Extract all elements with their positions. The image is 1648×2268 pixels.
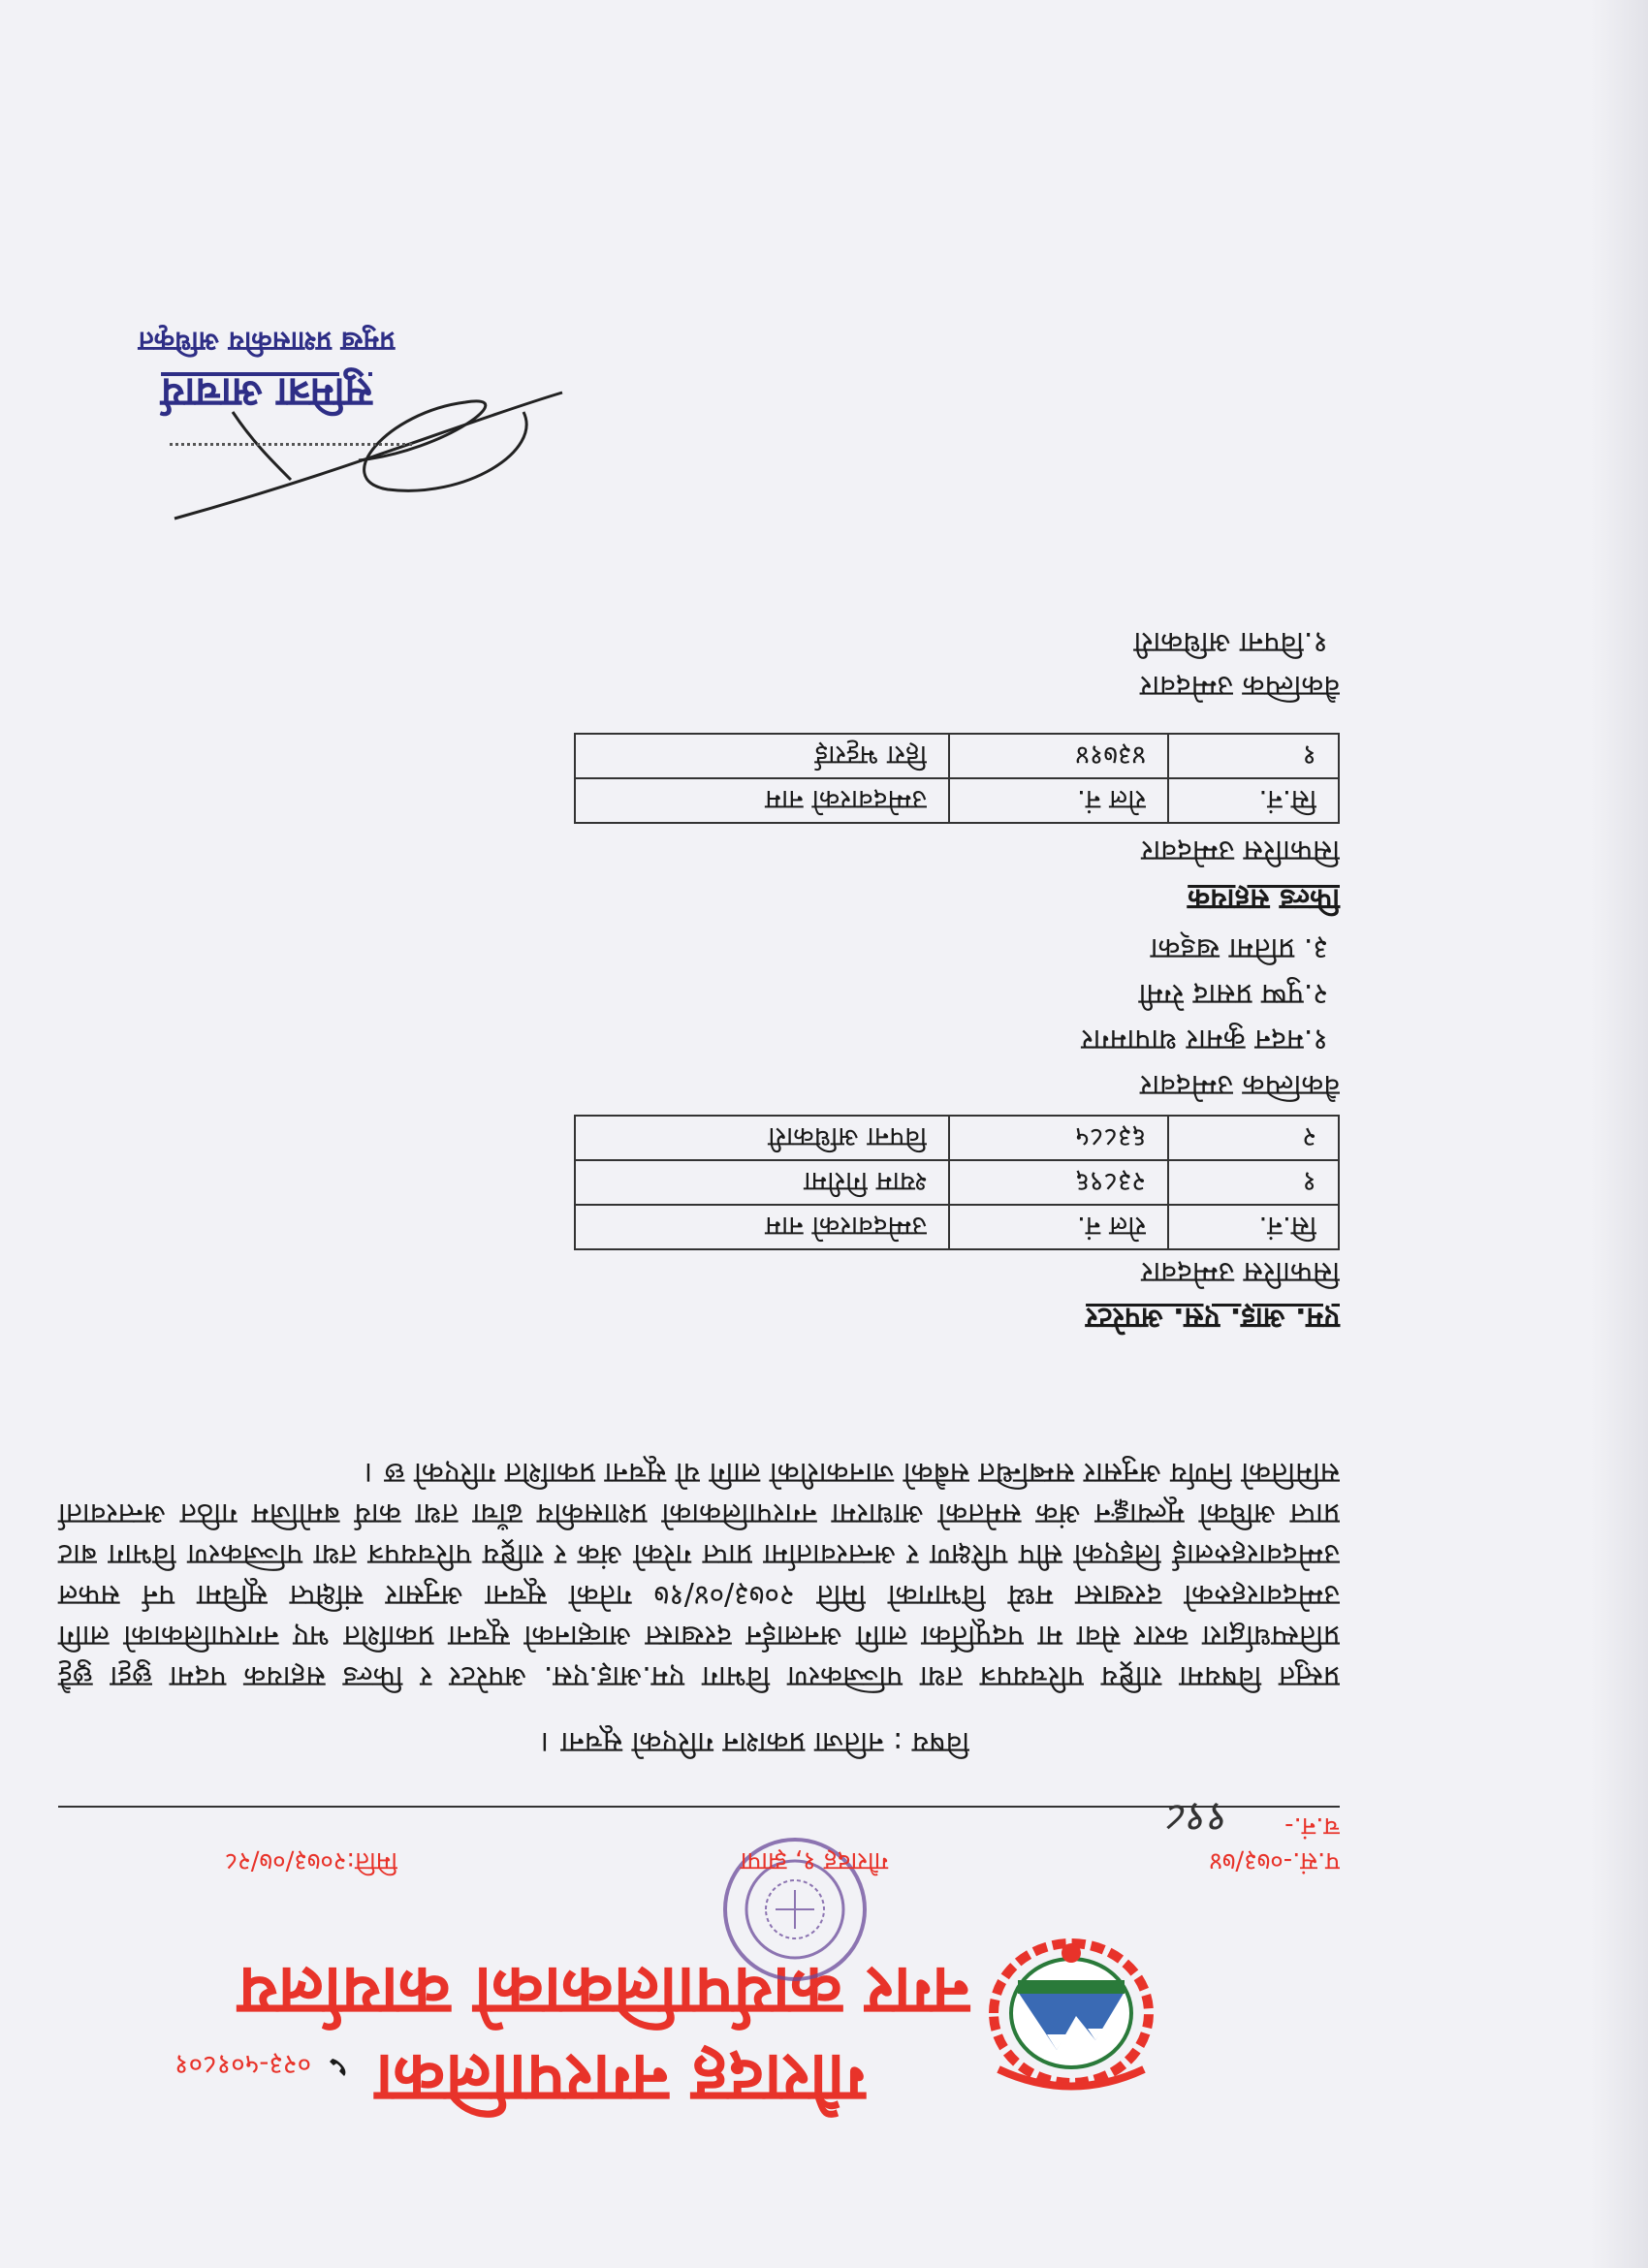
cha-number-handwritten: ९९८ xyxy=(1167,1794,1231,1842)
cell-name: विपना अधिकारी xyxy=(575,1116,949,1160)
cell-roll: ६३८८५ xyxy=(949,1116,1168,1160)
paper-edge xyxy=(1590,0,1648,2268)
phone-icon xyxy=(326,2056,349,2079)
municipality-emblem-icon xyxy=(979,1934,1163,2098)
field-recommended-label: सिफारिस उम्मेदवार xyxy=(1141,834,1340,867)
reference-cha-no: च.नं.- xyxy=(1284,1811,1340,1841)
phone-number: ०२३-५०१८०१ xyxy=(174,2049,312,2081)
table-row xyxy=(575,1116,1339,1160)
mis-operator-heading: एम. आइ. एस. अपरेटर xyxy=(1086,1301,1340,1335)
field-alternate-1: १.विपना अधिकारी xyxy=(1133,625,1328,659)
mis-recommended-label: सिफारिस उम्मेदवार xyxy=(1141,1255,1340,1289)
letter-subject: विषय : नतिजा प्रकाशन गरिएको सूचना । xyxy=(540,1725,969,1759)
col-roll-header: रोल नं. xyxy=(949,1205,1168,1249)
letter-body: प्रस्तुत विषयमा राष्ट्रिय परिचयपत्र तथा पञ्जिकरण विभाग एम.आइ.एस. अपरेटर र फिल्ड सहायक पदमा छुट्टा छुट्टै प्रतिस्पर्धाद्वारा करार सेवा मा पदपूर्तिका लागि अनलाईन दरखास्त आव्हानको सूचना प्रकाशित भए नगरपालिकाको लागि उम्मेदवारहरुको दरखास्त मध्ये विभागको मिति २०७३/०४/१७ गतेको सूचना अनुसार संक्षिप्त सूचिमा पर्न सफल उम्मेदवारहरुलाई लिइएको सीप परिक्षण र अन्तरवार्तामा प्राप्त गरेको अंक र राष्ट्रिय परिचयपत्र तथा पञ्जिकरण विभाग बाट प्राप्त अघिको मूल्याङ्कन अंक समेतको आधारमा नगरपालिकाको प्रशासकीय ढाँचा तथा कार्य बमोजिम गठित अन्तरवार्ता समितिको निर्णय अनुसार सम्बन्धित सबैको जानकारीको लागि यो सूचना प्रकाशित गरिएको छ । xyxy=(58,1456,1340,1693)
cell-serial: १ xyxy=(1168,734,1339,778)
signatory-block xyxy=(82,324,451,422)
col-name-header: उम्मेदवारको नाम xyxy=(575,1205,949,1249)
signatory-title: प्रमुख प्रशासकीय अधिकृत xyxy=(138,326,396,358)
table-row xyxy=(575,1160,1339,1205)
reference-patra-sankhya: प.सं.-०७३/७४ xyxy=(1209,1846,1340,1875)
signatory-name: सुमित्रा आचार्य xyxy=(161,369,372,417)
cell-serial: १ xyxy=(1168,1160,1339,1205)
mis-alternate-label: वैकल्पिक उम्मेदवार xyxy=(1140,1068,1340,1102)
col-serial-header: सि.नं. xyxy=(1168,1205,1339,1249)
municipality-name: गौरादह नगरपालिका xyxy=(375,2039,866,2119)
signature-dotted-line xyxy=(170,443,412,446)
table-row xyxy=(575,734,1339,778)
cell-name: हिरा भट्टराई xyxy=(575,734,949,778)
mis-alternate-2: २.पुष्प प्रसाद रेग्मी xyxy=(1138,977,1328,1011)
col-serial-header: सि.नं. xyxy=(1168,778,1339,823)
header-divider xyxy=(58,1806,1340,1808)
letter-date: मिति:२०७३/०७/२८ xyxy=(224,1846,397,1875)
mis-alternate-1: १.मदन कुमार थापामगर xyxy=(1081,1023,1328,1056)
office-address: गौरादह १, झापा xyxy=(740,1846,889,1875)
cell-roll: ४३७१४ xyxy=(949,734,1168,778)
table-header-row xyxy=(575,1205,1339,1249)
field-candidate-table xyxy=(574,733,1340,824)
col-roll-header: रोल नं. xyxy=(949,778,1168,823)
table-header-row xyxy=(575,778,1339,823)
office-name: नगर कार्यपालिकाको कार्यालय xyxy=(238,1952,969,2032)
field-assistant-heading: फिल्ड सहायक xyxy=(1188,882,1340,916)
mis-candidate-table xyxy=(574,1115,1340,1250)
phone-line xyxy=(145,2047,349,2084)
cell-roll: २३८९६ xyxy=(949,1160,1168,1205)
col-name-header: उम्मेदवारको नाम xyxy=(575,778,949,823)
cell-name: श्याम गिरीमा xyxy=(575,1160,949,1205)
field-alternate-label: वैकल्पिक उम्मेदवार xyxy=(1140,669,1340,703)
mis-alternate-3: ३. प्रतिमा खड्का xyxy=(1150,931,1328,965)
cell-serial: २ xyxy=(1168,1116,1339,1160)
